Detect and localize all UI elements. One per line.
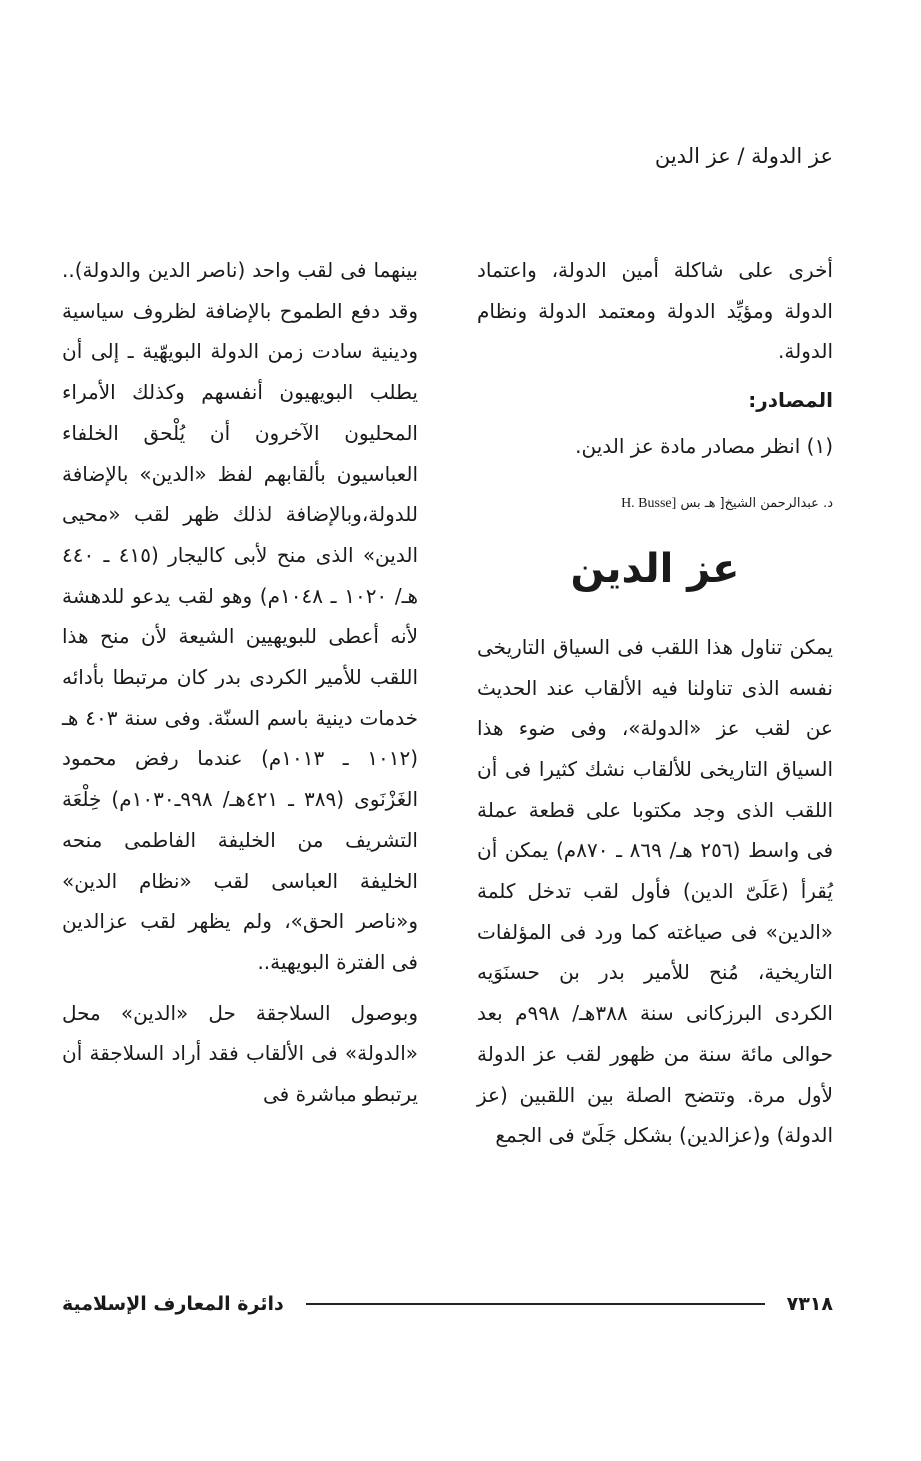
page-footer: [62, 1290, 833, 1318]
journal-title: دائرة المعارف الإسلامية: [62, 1293, 284, 1315]
article-body-paragraph: يمكن تناول هذا اللقب فى السياق التاريخى نفسه الذى تناولنا فيه الألقاب عند الحديث عن لقب عز «الدولة»، وفى ضوء هذا السياق التاريخى للألقاب نشك كثيرا فى أن اللقب الذى وجد مكتوبا على قطعة عملة فى واسط (٢٥٦ هـ/ ٨٦٩ ـ ٨٧٠م) يمكن أن يُقرأ (عَلَىّ الدين) فأول لقب تدخل كلمة «الدين» فى صياغته كما ورد فى المؤلفات التاريخية، مُنح للأمير بدر بن حسنَوَيه الكردى البرزكانى سنة ٣٨٨هـ/ ٩٩٨م بعد حوالى مائة سنة من ظهور لقب عز الدولة لأول مرة. وتتضح الصلة بين اللقبين (عز الدولة) و(عزالدين) بشكل جَلَىّ فى الجمع: [477, 634, 834, 1148]
running-head: عز الدولة / عز الدين: [654, 144, 833, 168]
sources-heading: المصادر:: [748, 388, 833, 413]
author-latin: H. Busse]: [621, 495, 677, 511]
article-title: عز الدين: [570, 545, 740, 592]
page-number: ٧٣١٨: [786, 1293, 833, 1315]
footer-rule: [306, 1303, 765, 1305]
left-paragraph-1: بينهما فى لقب واحد (ناصر الدين والدولة).. وقد دفع الطموح بالإضافة لظروف سياسية ودينية سادت زمن الدولة البويهّية ـ إلى أن يطلب البويهيون أنفسهم وكذلك الأمراء المحليون الآخرون أن يُلْحق الخلفاء العباسيون بألقابهم لفظ «الدين» بالإضافة للدولة،وبالإضافة لذلك ظهر لقب «محيى الدين» الذى منح لأبى كاليجار (٤١٥ ـ ٤٤٠ هـ/ ١٠٢٠ ـ ١٠٤٨م) وهو لقب يدعو للدهشة لأنه أعطى للبويهيين الشيعة لأن منح هذا اللقب للأمير الكردى بدر كان مرتبطا بأدائه خدمات دينية باسم السنّة. وفى سنة ٤٠٣ هـ (١٠١٢ ـ ١٠١٣م) عندما رفض محمود الغَزْنَوى (٣٨٩ ـ ٤٢١هـ/ ٩٩٨ـ١٠٣٠م) خِلْعَة التشريف من الخليفة الفاطمى منحه الخليفة العباسى لقب «نظام الدين» و«ناصر الحق»، ولم يظهر لقب عزالدين فى الفترة البويهية..: [62, 258, 419, 974]
continuation-paragraph: أخرى على شاكلة أمين الدولة، واعتماد الدولة ومؤيِّد الدولة ومعتمد الدولة ونظام الدولة.: [477, 258, 833, 364]
author-arabic: د. عبدالرحمن الشيخ[ هـ بس: [680, 495, 833, 511]
right-column: [477, 250, 833, 1156]
left-paragraph-2: وبوصول السلاجقة حل «الدين» محل «الدولة» فى الألقاب فقد أراد السلاجقة أن يرتبطو مباشرة فى: [62, 1000, 418, 1107]
author-credit: [477, 493, 833, 515]
left-column: [62, 250, 418, 1115]
source-note: (١) انظر مصادر مادة عز الدين.: [575, 434, 833, 459]
